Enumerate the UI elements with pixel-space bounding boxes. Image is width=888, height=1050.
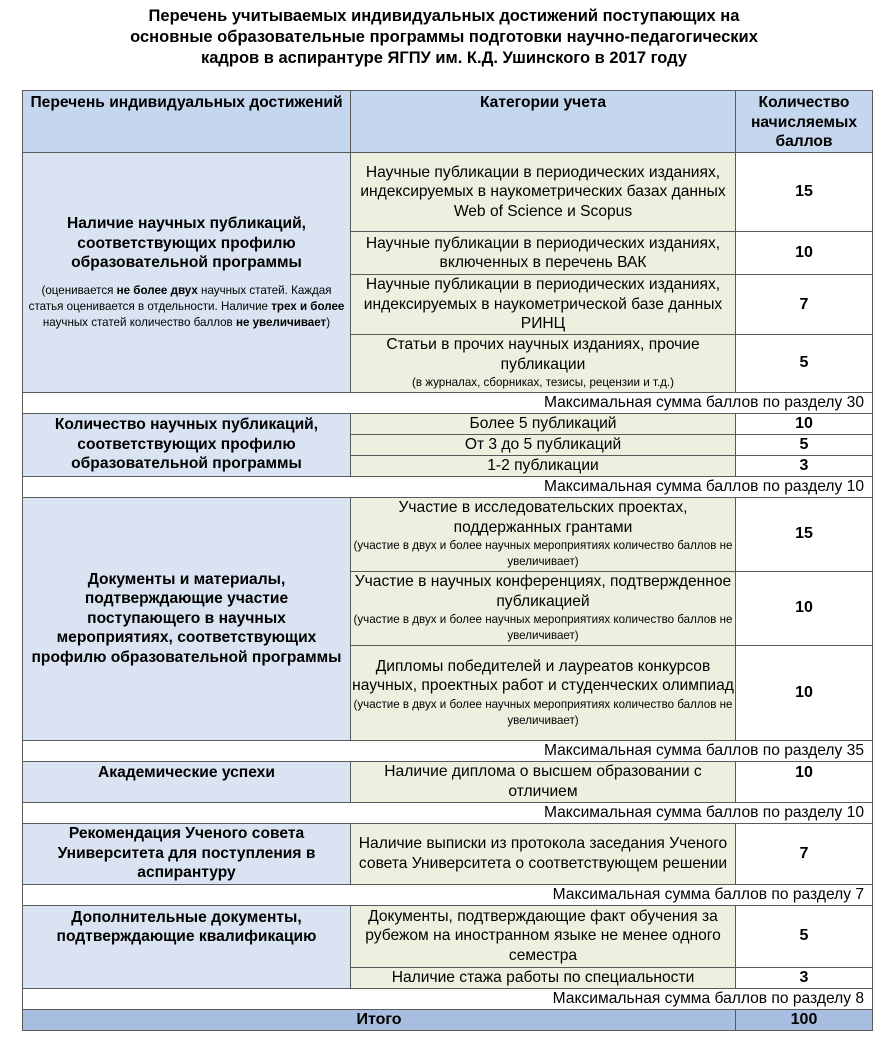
points-cell: 15 (736, 153, 873, 232)
total-row (23, 1009, 873, 1030)
category-cell (351, 334, 736, 392)
category-cell: От 3 до 5 публикаций (351, 434, 736, 455)
section-title-publications (23, 153, 351, 393)
section-title-qualification: Дополнительные документы, подтверждающие квалификацию (23, 905, 351, 988)
category-cell (351, 645, 736, 740)
category-cell (351, 571, 736, 645)
category-text: Статьи в прочих научных изданиях, прочие публикации (386, 336, 700, 373)
note-emphasis: не более двух (116, 283, 198, 297)
points-cell: 3 (736, 967, 873, 988)
note-text: научных статей. Каждая статья оценивается в отдельности. Наличие (28, 283, 332, 313)
section-max: Максимальная сумма баллов по разделу 35 (23, 740, 873, 761)
title-line-2: основные образовательные программы подготовки научно-педагогических (130, 28, 758, 46)
section-max-row (23, 476, 873, 497)
category-cell: Более 5 публикаций (351, 413, 736, 434)
document-title (40, 6, 848, 69)
points-cell: 10 (736, 571, 873, 645)
table-row (23, 823, 873, 884)
table-row (23, 153, 873, 232)
category-text: Участие в научных конференциях, подтвержденное публикацией (354, 573, 732, 610)
category-note: (участие в двух и более научных мероприятиях количество баллов не увеличивает) (353, 697, 733, 727)
section-title-academic: Академические успехи (23, 761, 351, 802)
points-cell: 5 (736, 434, 873, 455)
section-max: Максимальная сумма баллов по разделу 30 (23, 392, 873, 413)
category-cell: 1-2 публикации (351, 455, 736, 476)
note-emphasis: трех и более (271, 299, 345, 313)
points-cell: 15 (736, 497, 873, 571)
section-max-row (23, 392, 873, 413)
total-label: Итого (23, 1009, 736, 1030)
category-cell: Научные публикации в периодических изданиях, индексируемых в наукометрических базах данных Web of Science и Scopus (351, 153, 736, 232)
points-cell: 3 (736, 455, 873, 476)
section-max-row (23, 740, 873, 761)
category-cell: Наличие выписки из протокола заседания Ученого совета Университета о соответствующем решении (351, 823, 736, 884)
section-title-recommendation: Рекомендация Ученого совета Университета для поступления в аспирантуру (23, 823, 351, 884)
category-text: Участие в исследовательских проектах, поддержанных грантами (398, 499, 688, 536)
table-row (23, 413, 873, 434)
points-cell: 7 (736, 275, 873, 335)
section-title-publication-count: Количество научных публикаций, соответствующих профилю образовательной программы (23, 413, 351, 476)
section-note (23, 283, 350, 331)
header-categories: Категории учета (351, 91, 736, 153)
section-title-text: Наличие научных публикаций, соответствующих профилю образовательной программы (66, 215, 307, 271)
note-text: ) (326, 315, 331, 329)
points-cell: 5 (736, 334, 873, 392)
table-row (23, 497, 873, 571)
category-note: (в журналах, сборниках, тезисы, рецензии и т.д.) (411, 376, 675, 389)
category-text: Дипломы победителей и лауреатов конкурсов научных, проектных работ и студенческих олимпиад (352, 657, 734, 694)
title-line-3: кадров в аспирантуре ЯГПУ им. К.Д. Ушинского в 2017 году (200, 49, 687, 67)
category-cell: Наличие стажа работы по специальности (351, 967, 736, 988)
points-cell: 10 (736, 761, 873, 802)
section-max: Максимальная сумма баллов по разделу 8 (23, 988, 873, 1009)
points-cell: 10 (736, 413, 873, 434)
section-max-row (23, 988, 873, 1009)
category-note: (участие в двух и более научных мероприятиях количество баллов не увеличивает) (353, 539, 733, 568)
category-cell: Документы, подтверждающие факт обучения за рубежом на иностранном языке не менее одного семестра (351, 905, 736, 967)
achievements-table (22, 90, 873, 1031)
header-points: Количество начисляемых баллов (736, 91, 873, 153)
category-note: (участие в двух и более научных мероприятиях количество баллов не увеличивает) (353, 613, 733, 642)
category-cell: Наличие диплома о высшем образовании с отличием (351, 761, 736, 802)
note-text: (оценивается (41, 283, 117, 297)
points-cell: 5 (736, 905, 873, 967)
table-row (23, 905, 873, 967)
title-line-1: Перечень учитываемых индивидуальных достижений поступающих на (148, 7, 740, 25)
note-text: научных статей количество баллов (42, 315, 236, 329)
header-achievements: Перечень индивидуальных достижений (23, 91, 351, 153)
category-cell: Научные публикации в периодических изданиях, индексируемых в наукометрической базе данных РИНЦ (351, 275, 736, 335)
section-title-events: Документы и материалы, подтверждающие участие поступающего в научных мероприятиях, соответствующих профилю образовательной программы (23, 497, 351, 740)
table-row (23, 761, 873, 802)
section-max: Максимальная сумма баллов по разделу 7 (23, 884, 873, 905)
section-max-row (23, 884, 873, 905)
table-header-row (23, 91, 873, 153)
points-cell: 10 (736, 645, 873, 740)
total-points: 100 (736, 1009, 873, 1030)
category-cell (351, 497, 736, 571)
points-cell: 7 (736, 823, 873, 884)
section-max-row (23, 802, 873, 823)
note-emphasis: не увеличивает (235, 315, 327, 329)
section-max: Максимальная сумма баллов по разделу 10 (23, 802, 873, 823)
category-cell: Научные публикации в периодических изданиях, включенных в перечень ВАК (351, 232, 736, 275)
section-max: Максимальная сумма баллов по разделу 10 (23, 476, 873, 497)
points-cell: 10 (736, 232, 873, 275)
